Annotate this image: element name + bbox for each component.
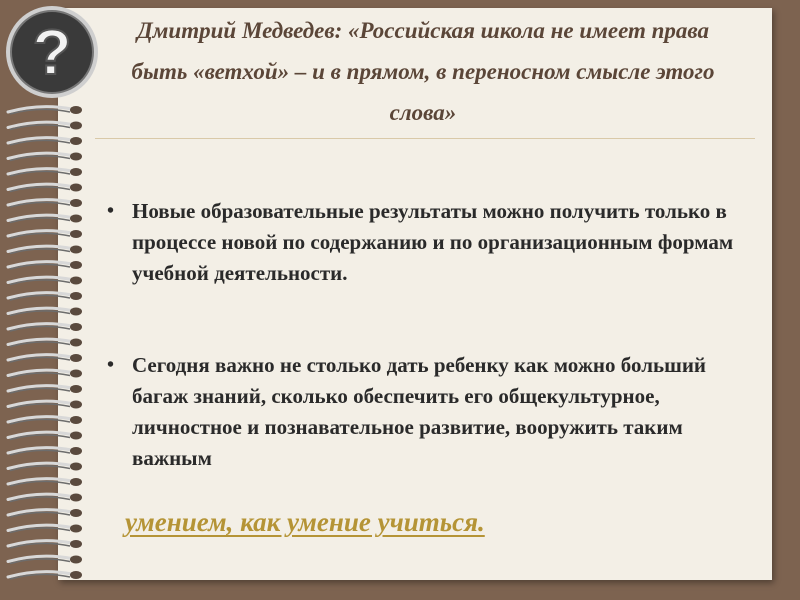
spiral-hole [70, 308, 82, 316]
spiral-hole [70, 153, 82, 161]
bullet-list [105, 196, 765, 535]
bullet-item [105, 196, 765, 289]
spiral-hole [70, 354, 82, 362]
spiral-hole [70, 277, 82, 285]
question-mark-icon [2, 2, 102, 102]
spiral-hole [70, 261, 82, 269]
spiral-hole [70, 385, 82, 393]
question-glyph: ? [32, 16, 72, 88]
spiral-hole [70, 401, 82, 409]
spiral-hole [70, 339, 82, 347]
spiral-hole [70, 137, 82, 145]
spiral-hole [70, 106, 82, 114]
bullet-text: Новые образовательные результаты можно получить только в процессе новой по содержанию и по организационным формам учебной деятельности. [132, 199, 734, 285]
bullet-item [105, 350, 765, 474]
emphasis-text: умением, как умение учиться. [125, 507, 485, 537]
spiral-hole [70, 556, 82, 564]
spiral-hole [70, 494, 82, 502]
spiral-hole [70, 478, 82, 486]
spiral-hole [70, 432, 82, 440]
spiral-hole [70, 509, 82, 517]
spiral-hole [70, 540, 82, 548]
spiral-hole [70, 525, 82, 533]
spiral-hole [70, 463, 82, 471]
spiral-hole [70, 323, 82, 331]
title-divider [95, 138, 755, 139]
spiral-hole [70, 571, 82, 579]
spiral-hole [70, 370, 82, 378]
bullet-marker: • [107, 200, 115, 222]
bullet-marker: • [107, 354, 115, 376]
spiral-hole [70, 122, 82, 130]
spiral-hole [70, 199, 82, 207]
spiral-hole [70, 246, 82, 254]
bullet-text: Сегодня важно не столько дать ребенку как можно больший багаж знаний, сколько обеспечить его общекультурное, личностное и познавательное развитие, вооружить таким важным [132, 353, 707, 470]
spiral-hole [70, 215, 82, 223]
slide-title: Дмитрий Медведев: «Российская школа не имеет права быть «ветхой» – и в прямом, в переносном смысле этого слова» [131, 18, 715, 125]
spiral-hole [70, 230, 82, 238]
spiral-hole [70, 416, 82, 424]
spiral-hole [70, 447, 82, 455]
spiral-hole [70, 292, 82, 300]
spiral-hole [70, 168, 82, 176]
spiral-hole [70, 184, 82, 192]
